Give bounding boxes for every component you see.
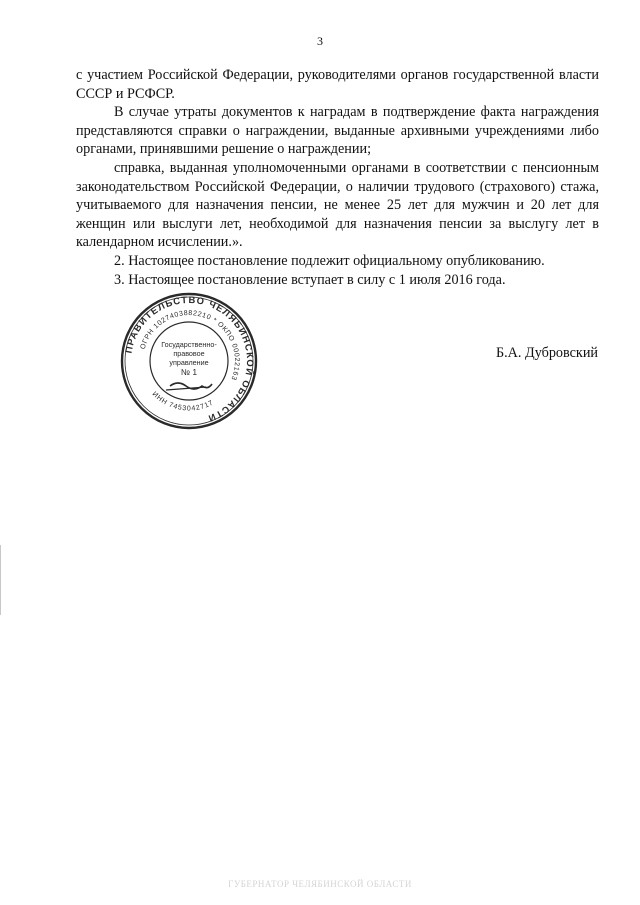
seal-bottom-text: ИНН 7453042717 bbox=[150, 390, 215, 413]
seal-center-line-2: правовое bbox=[173, 349, 205, 358]
seal-inner-ring-text: ОГРН 1027403882210 * ОКПО 00022163 bbox=[139, 309, 241, 382]
official-seal bbox=[118, 290, 260, 432]
document-body bbox=[76, 66, 599, 289]
seal-center-line-1: Государственно- bbox=[161, 340, 217, 349]
paragraph-publication: 2. Настоящее постановление подлежит официальному опубликованию. bbox=[114, 252, 545, 269]
seal-center-line-3: управление bbox=[169, 358, 209, 367]
scan-edge-line bbox=[0, 545, 1, 615]
paragraph-effective-date: 3. Настоящее постановление вступает в силу с 1 июля 2016 года. bbox=[114, 271, 506, 288]
paragraph-awards-loss: В случае утраты документов к наградам в подтверждение факта награждения представляются справки о награждении, выданные архивными учреждениями либо органами, принявшими решение о награждении; bbox=[76, 104, 599, 158]
seal-center-line-4: № 1 bbox=[180, 367, 198, 377]
seal-outer-text: ПРАВИТЕЛЬСТВО ЧЕЛЯБИНСКОЙ ОБЛАСТИ bbox=[122, 293, 257, 425]
page-number: 3 bbox=[317, 34, 323, 48]
signatory-name: Б.А. Дубровский bbox=[495, 345, 598, 361]
paragraph-continuation: с участием Российской Федерации, руководителями органов государственной власти СССР и РСФСР. bbox=[76, 67, 599, 102]
svg-text:ИНН 7453042717 bbox=[151, 391, 215, 413]
paragraph-pension-certificate: справка, выданная уполномоченными органами в соответствии с пенсионным законодательством Российской Федерации, о наличии трудового (страхового) стажа, учитываемого для назначения пенсии, не менее 25 лет для мужчин и 20 лет для женщин или выслуги лет, необходимой для назначения пенсии за выслугу лет в календарном исчислении.». bbox=[76, 159, 599, 251]
footer-watermark: ГУБЕРНАТОР ЧЕЛЯБИНСКОЙ ОБЛАСТИ bbox=[228, 879, 412, 889]
